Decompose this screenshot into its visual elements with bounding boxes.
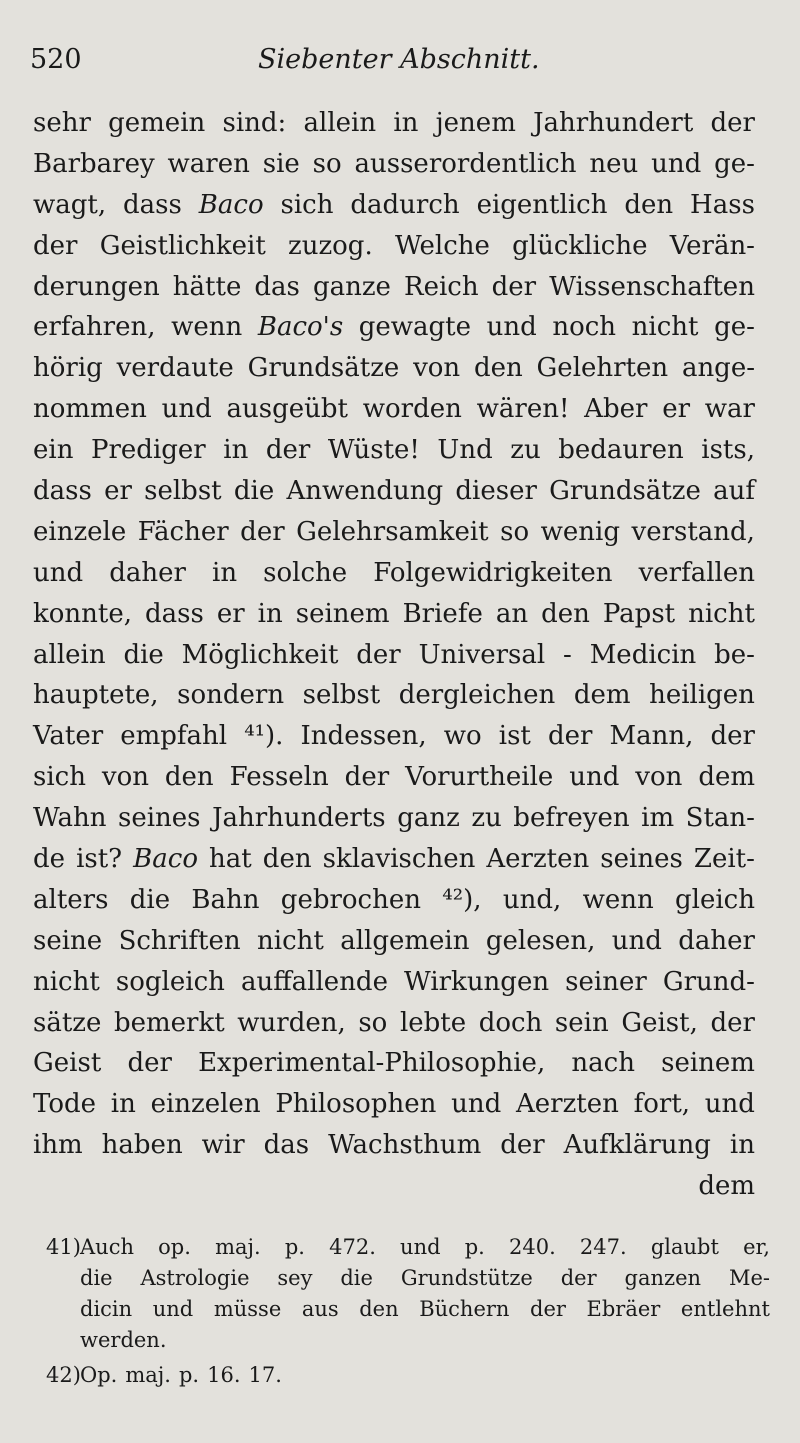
- text-line: sehr gemein sind: allein in jenem Jahrhundert der: [33, 108, 755, 138]
- text-line: derungen hätte das ganze Reich der Wissenschaften: [33, 271, 755, 302]
- text-line: de ist? Baco hat den sklavischen Aerzten seines Zeit-: [33, 844, 755, 875]
- footnote-line: [46, 1360, 770, 1391]
- text-line: hauptete, sondern selbst dergleichen dem heiligen: [33, 680, 755, 711]
- footnote-line: [46, 1325, 770, 1356]
- text-line: hörig verdaute Grundsätze von den Gelehrten ange-: [33, 353, 755, 384]
- footnotes: [46, 1232, 770, 1391]
- text-line: nommen und ausgeübt worden wären! Aber er war: [33, 394, 755, 425]
- footnote-text: werden.: [80, 1328, 167, 1352]
- text-line: einzele Fächer der Gelehrsamkeit so wenig verstand,: [33, 516, 755, 547]
- text-line: sich von den Fesseln der Vorurtheile und von dem: [33, 762, 755, 793]
- footnote-text: Auch op. maj. p. 472. und p. 240. 247. glaubt er,: [80, 1235, 770, 1259]
- text-line: erfahren, wenn Baco's gewagte und noch nicht ge-: [33, 312, 755, 343]
- text-line: seine Schriften nicht allgemein gelesen, und daher: [33, 925, 755, 956]
- text-line: ein Prediger in der Wüste! Und zu bedauren ists,: [33, 435, 755, 466]
- text-line: wagt, dass Baco sich dadurch eigentlich den Hass: [33, 189, 755, 220]
- footnote-text: dicin und müsse aus den Büchern der Ebräer entlehnt: [80, 1297, 770, 1321]
- footnote-number: 42): [46, 1363, 81, 1387]
- footnote-text: Op. maj. p. 16. 17.: [80, 1363, 282, 1387]
- text-line: Barbarey waren sie so ausserordentlich neu und ge-: [33, 148, 755, 179]
- page-number: 520: [30, 44, 82, 75]
- footnote-number: 41): [46, 1235, 81, 1259]
- catchword: dem: [698, 1171, 755, 1202]
- text-line: Tode in einzelen Philosophen und Aerzten fort, und: [33, 1089, 755, 1120]
- footnote-line: [46, 1232, 770, 1263]
- text-line: Geist der Experimental-Philosophie, nach seinem: [33, 1048, 755, 1079]
- text-line: und daher in solche Folgewidrigkeiten verfallen: [33, 557, 755, 588]
- footnote-line: [46, 1263, 770, 1294]
- footnote-text: die Astrologie sey die Grundstütze der ganzen Me-: [80, 1266, 770, 1290]
- running-title: Siebenter Abschnitt.: [258, 44, 540, 75]
- page-header: [30, 44, 750, 84]
- text-line: nicht sogleich auffallende Wirkungen seiner Grund-: [33, 966, 755, 997]
- footnote-line: [46, 1294, 770, 1325]
- text-line: dass er selbst die Anwendung dieser Grundsätze auf: [33, 476, 755, 507]
- body-text: [33, 103, 755, 1207]
- text-line: allein die Möglichkeit der Universal - Medicin be-: [33, 639, 755, 670]
- text-line: ihm haben wir das Wachsthum der Aufklärung in: [33, 1130, 755, 1161]
- text-line: alters die Bahn gebrochen ⁴²), und, wenn gleich: [33, 884, 755, 915]
- text-line: Vater empfahl ⁴¹). Indessen, wo ist der Mann, der: [33, 721, 755, 752]
- text-line: sätze bemerkt wurden, so lebte doch sein Geist, der: [33, 1007, 755, 1038]
- text-line: der Geistlichkeit zuzog. Welche glückliche Verän-: [33, 230, 755, 261]
- text-line: konnte, dass er in seinem Briefe an den Papst nicht: [33, 598, 755, 629]
- text-line: Wahn seines Jahrhunderts ganz zu befreyen im Stan-: [33, 803, 755, 834]
